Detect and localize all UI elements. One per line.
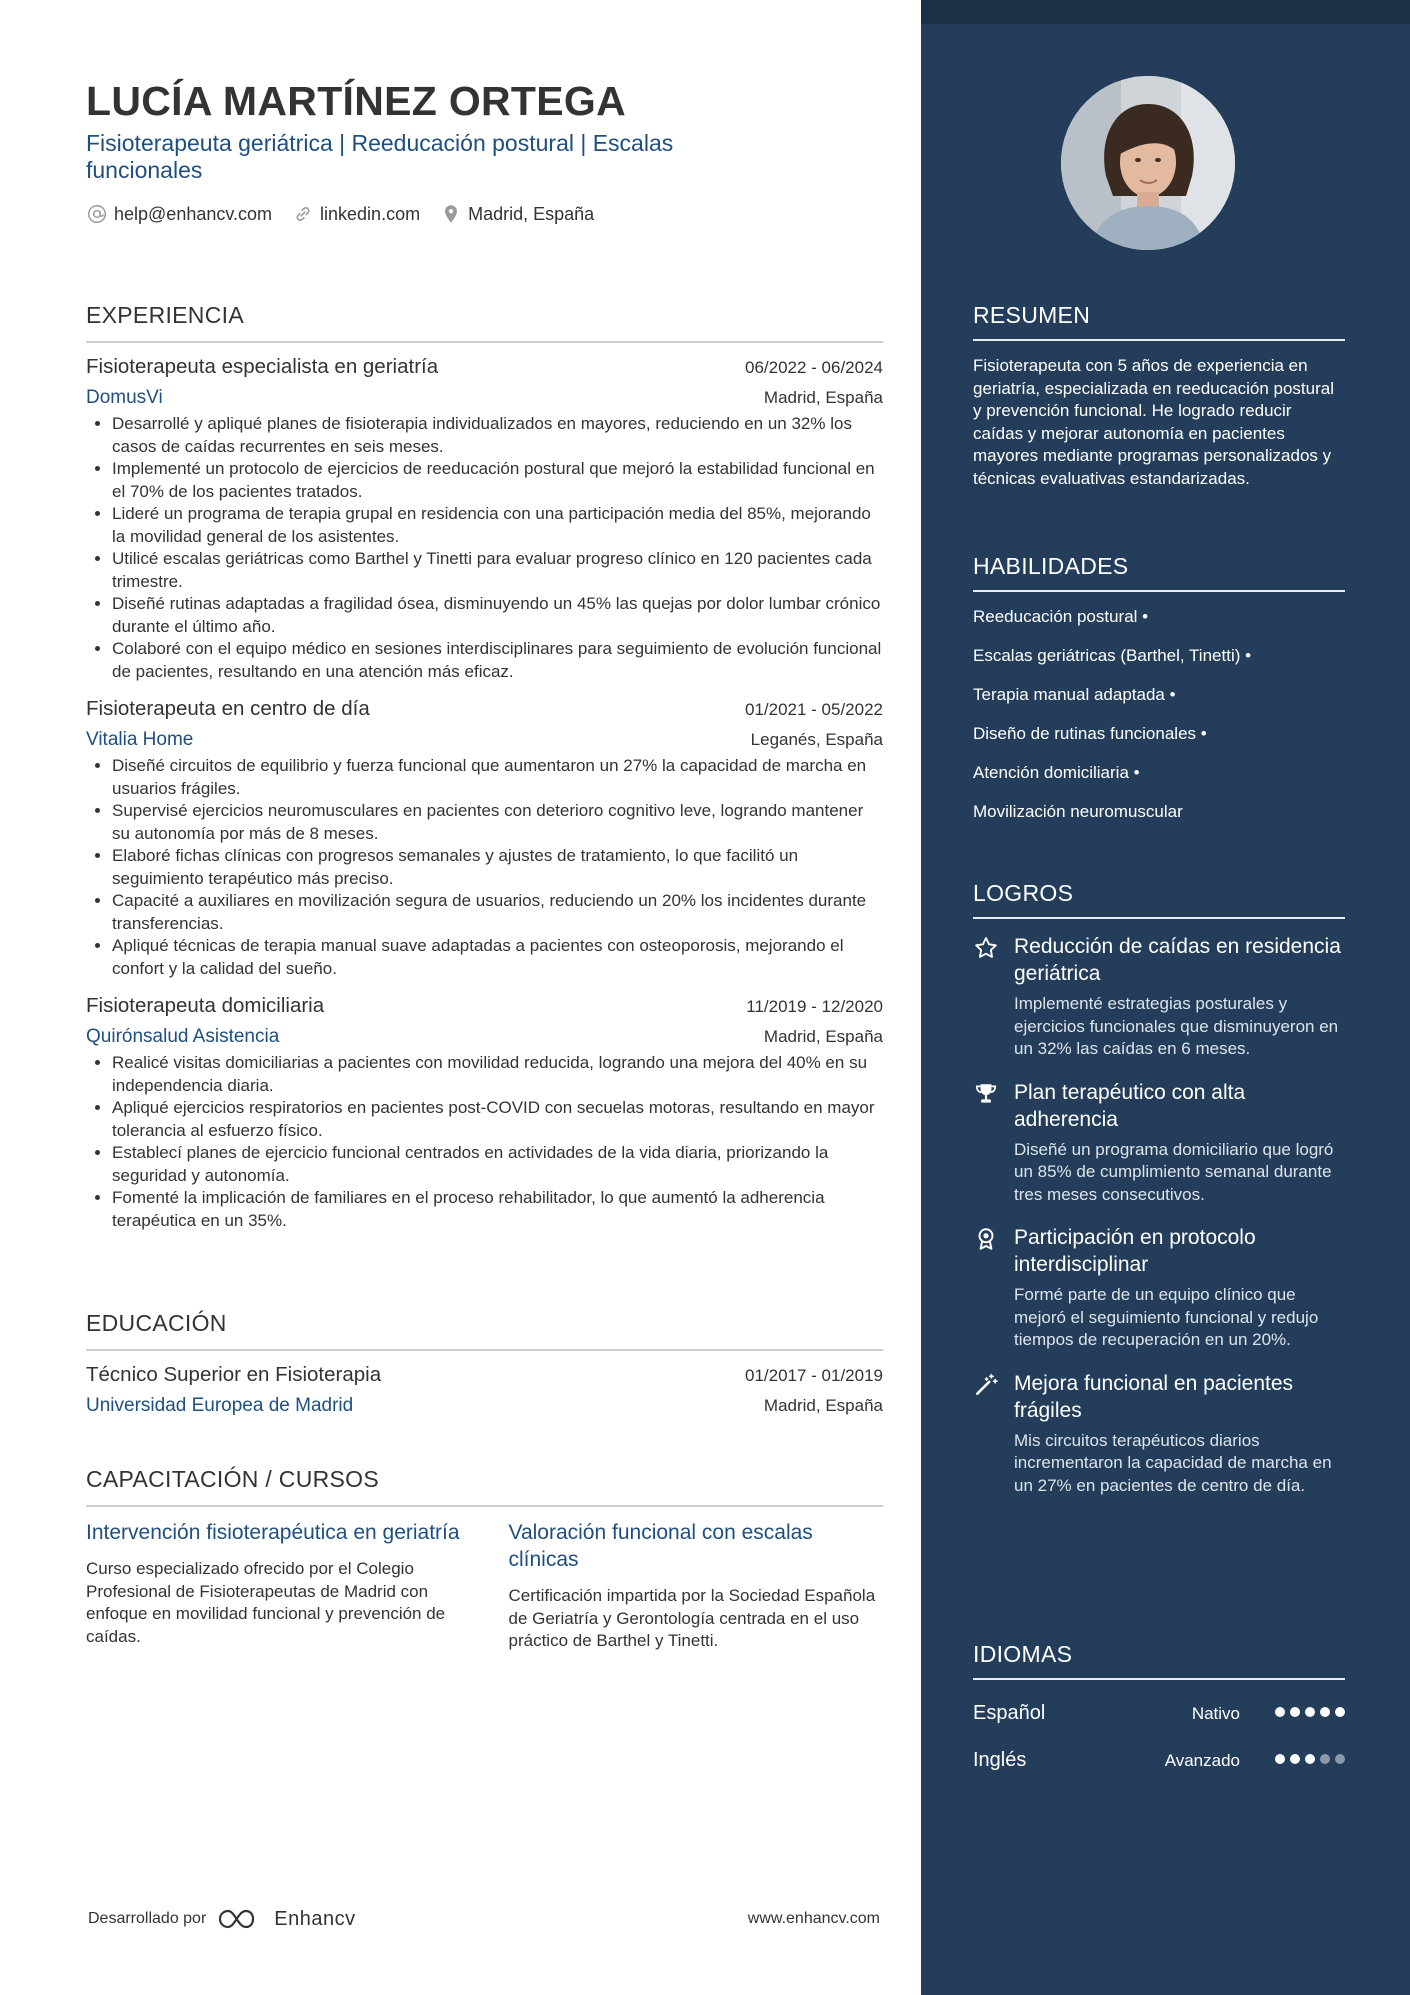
bullet-item: • Capacité a auxiliares en movilización segura de usuarios, reduciendo un 20% los incidentes durante transferencias. (112, 890, 883, 935)
bullet-item: • Realicé visitas domiciliarias a pacientes con movilidad reducida, logrando una mejora del 40% en su independencia diaria. (112, 1052, 883, 1097)
skill-item: Diseño de rutinas funcionales • (973, 724, 1207, 743)
proficiency-dot-filled (1305, 1707, 1315, 1717)
company-name: Vitalia Home (86, 729, 194, 750)
job-dates: 01/2021 - 05/2022 (744, 700, 883, 719)
brand-name: Enhancv (274, 1907, 356, 1930)
job-location: Leganés, España (750, 730, 883, 749)
bullet-item: • Lideré un programa de terapia grupal en residencia con una participación media del 85%, mejorando la movilidad general de los asistentes. (112, 503, 883, 548)
sidebar (921, 0, 1410, 1995)
bullet-item: • Diseñé circuitos de equilibrio y fuerza funcional que aumentaron un 27% la capacidad de marcha en usuarios frágiles. (112, 755, 883, 800)
email-text: help@enhancv.com (114, 203, 273, 224)
training-heading: CAPACITACIÓN / CURSOS (86, 1466, 883, 1507)
job-title: Fisioterapeuta especialista en geriatría (86, 355, 439, 378)
languages-heading: IDIOMAS (973, 1641, 1345, 1680)
skills-section (973, 553, 1345, 840)
job-bullets (86, 755, 883, 980)
education-section (86, 1310, 883, 1417)
company-name: Quirónsalud Asistencia (86, 1026, 280, 1047)
experience-section (86, 302, 883, 1232)
job-location: Madrid, España (763, 388, 883, 407)
proficiency-dot-empty (1335, 1754, 1345, 1764)
star-icon (973, 935, 999, 961)
proficiency-dot-filled (1305, 1754, 1315, 1764)
experience-heading: EXPERIENCIA (86, 302, 883, 343)
education-location: Madrid, España (763, 1396, 883, 1415)
job-bullets (86, 413, 883, 683)
course-description: Curso especializado ofrecido por el Colegio Profesional de Fisioterapeutas de Madrid con enfoque en movilidad funcional y prevención de caídas. (86, 1559, 446, 1646)
education-entry (86, 1363, 883, 1417)
course-title: Valoración funcional con escalas clínicas (508, 1521, 813, 1571)
contact-linkedin[interactable] (292, 203, 420, 225)
job-dates: 06/2022 - 06/2024 (744, 358, 883, 377)
bullet-item: • Colaboré con el equipo médico en sesiones interdisciplinares para seguimiento de evolución funcional de pacientes, resultando en una atención más eficaz. (112, 638, 883, 683)
proficiency-dot-filled (1275, 1707, 1285, 1717)
bullet-item: • Desarrollé y apliqué planes de fisioterapia individualizados en mayores, reduciendo en un 32% los casos de caídas recurrentes en seis meses. (112, 413, 883, 458)
degree-title: Técnico Superior en Fisioterapia (86, 1363, 382, 1386)
summary-heading: RESUMEN (973, 302, 1345, 341)
footer-url[interactable]: www.enhancv.com (747, 1910, 880, 1927)
contact-location (440, 203, 594, 225)
course-title: Intervención fisioterapéutica en geriatría (86, 1521, 460, 1544)
course-description: Certificación impartida por la Sociedad Española de Geriatría y Gerontología centrada en el uso práctico de Barthel y Tinetti. (508, 1586, 876, 1650)
language-item (973, 1741, 1345, 1788)
job-entry (86, 994, 883, 1232)
school-name: Universidad Europea de Madrid (86, 1395, 354, 1416)
achievement-item (973, 1370, 1345, 1498)
proficiency-dot-filled (1275, 1754, 1285, 1764)
skill-item: Reeducación postural • (973, 607, 1149, 626)
enhancv-logo-icon (216, 1907, 264, 1931)
candidate-name: LUCÍA MARTÍNEZ ORTEGA (86, 78, 627, 124)
language-level: Nativo (1191, 1704, 1240, 1723)
summary-section (973, 302, 1345, 490)
achievement-title: Mejora funcional en pacientes frágiles (1014, 1371, 1294, 1422)
bullet-item: • Apliqué técnicas de terapia manual suave adaptadas a pacientes con osteoporosis, mejorando el confort y la calidad del sueño. (112, 935, 883, 980)
language-name: Español (973, 1702, 1046, 1724)
achievement-description: Diseñé un programa domiciliario que logró un 85% de cumplimiento semanal durante tres meses consecutivos. (1014, 1139, 1334, 1204)
training-section (86, 1466, 883, 1653)
avatar (1061, 76, 1235, 250)
achievement-description: Implementé estrategias posturales y ejercicios funcionales que disminuyeron en un 32% las caídas en 6 meses. (1014, 994, 1339, 1058)
skill-item: Atención domiciliaria • (973, 763, 1140, 782)
sidebar-top-bar (921, 0, 1410, 24)
achievement-item (973, 1079, 1345, 1207)
achievement-title: Plan terapéutico con alta adherencia (1014, 1080, 1246, 1131)
language-name: Inglés (973, 1749, 1027, 1771)
achievement-description: Formé parte de un equipo clínico que mejoró el seguimiento funcional y redujo tiempos de recuperación en un 20%. (1014, 1285, 1319, 1349)
proficiency-dot-empty (1320, 1754, 1330, 1764)
achievement-title: Participación en protocolo interdisciplinar (1014, 1226, 1256, 1276)
skill-item: Movilización neuromuscular (973, 802, 1183, 821)
languages-section (973, 1641, 1345, 1788)
achievement-item (973, 933, 1345, 1061)
proficiency-dot-filled (1290, 1754, 1300, 1764)
footer-branding (88, 1907, 356, 1931)
course-list (86, 1519, 883, 1653)
job-entry (86, 355, 883, 683)
bullet-item: • Fomenté la implicación de familiares en el proceso rehabilitador, lo que aumentó la adherencia terapéutica en un 35%. (112, 1187, 883, 1232)
job-dates: 11/2019 - 12/2020 (746, 997, 883, 1016)
proficiency-dot-filled (1320, 1707, 1330, 1717)
education-dates: 01/2017 - 01/2019 (744, 1366, 883, 1385)
profile-photo (1061, 76, 1235, 250)
contact-email[interactable] (86, 203, 272, 225)
link-icon (292, 203, 314, 225)
job-title: Fisioterapeuta domiciliaria (86, 994, 325, 1017)
language-dots (1275, 1754, 1345, 1764)
skills-heading: HABILIDADES (973, 553, 1345, 592)
language-level: Avanzado (1164, 1751, 1240, 1770)
course-item (86, 1519, 461, 1653)
achievement-item (973, 1224, 1345, 1352)
magic-wand-icon (973, 1372, 999, 1398)
bullet-item: • Elaboré fichas clínicas con progresos semanales y ajustes de tratamiento, lo que facilitó un seguimiento terapéutico más preciso. (112, 845, 883, 890)
proficiency-dot-filled (1335, 1707, 1345, 1717)
powered-by-text: Desarrollado por (88, 1910, 207, 1927)
bullet-item: • Utilicé escalas geriátricas como Barthel y Tinetti para evaluar progreso clínico en 120 pacientes cada trimestre. (112, 548, 883, 593)
summary-text: Fisioterapeuta con 5 años de experiencia en geriatría, especializada en reeducación postural y prevención funcional. He logrado reducir caídas y mejorar autonomía en pacientes mayores mediante programas personalizados y técnicas evaluativas estandarizadas. (973, 356, 1335, 488)
course-item (509, 1519, 884, 1653)
footer (88, 1903, 880, 1933)
education-heading: EDUCACIÓN (86, 1310, 883, 1351)
achievement-description: Mis circuitos terapéuticos diarios incrementaron la capacidad de marcha en un 27% en pacientes de centro de día. (1014, 1430, 1332, 1495)
bullet-item: • Apliqué ejercicios respiratorios en pacientes post-COVID con secuelas motoras, resultando en mayor tolerancia al esfuerzo físico. (112, 1097, 883, 1142)
bullet-item: • Establecí planes de ejercicio funcional centrados en actividades de la vida diaria, priorizando la seguridad y autonomía. (112, 1142, 883, 1187)
proficiency-dot-filled (1290, 1707, 1300, 1717)
achievements-section (973, 880, 1345, 1515)
headline: Fisioterapeuta geriátrica | Reeducación postural | Escalas funcionales (86, 130, 674, 183)
location-pin-icon (440, 203, 462, 225)
contact-bar (86, 203, 594, 225)
bullet-item: • Diseñé rutinas adaptadas a fragilidad ósea, disminuyendo un 45% las quejas por dolor lumbar crónico durante el último año. (112, 593, 883, 638)
bullet-item: • Implementé un protocolo de ejercicios de reeducación postural que mejoró la estabilidad funcional en el 70% de los pacientes tratados. (112, 458, 883, 503)
job-entry (86, 697, 883, 980)
skill-item: Terapia manual adaptada • (973, 685, 1176, 704)
trophy-icon (973, 1081, 999, 1107)
company-name: DomusVi (86, 387, 163, 408)
skill-item: Escalas geriátricas (Barthel, Tinetti) • (973, 646, 1252, 665)
achievements-heading: LOGROS (973, 880, 1345, 919)
job-bullets (86, 1052, 883, 1232)
linkedin-text: linkedin.com (320, 203, 421, 224)
language-dots (1275, 1707, 1345, 1717)
job-location: Madrid, España (763, 1027, 883, 1046)
job-title: Fisioterapeuta en centro de día (86, 697, 370, 720)
at-icon (86, 203, 108, 225)
location-text: Madrid, España (468, 203, 595, 224)
bullet-item: • Supervisé ejercicios neuromusculares en pacientes con deterioro cognitivo leve, logrando mantener su autonomía por más de 8 meses. (112, 800, 883, 845)
achievement-title: Reducción de caídas en residencia geriátrica (1014, 935, 1341, 985)
award-icon (973, 1226, 999, 1252)
language-item (973, 1694, 1345, 1741)
